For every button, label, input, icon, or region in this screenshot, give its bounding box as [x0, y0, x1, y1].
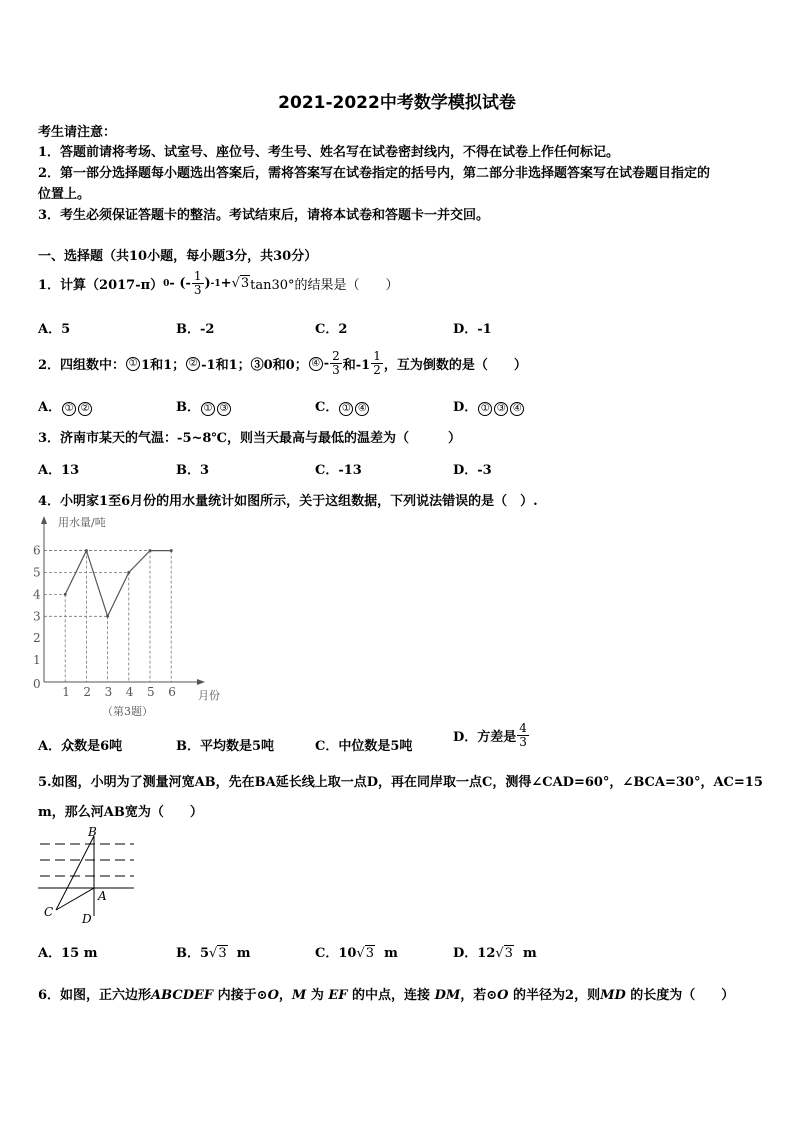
question-1	[38, 270, 399, 297]
y-tick-label: 3	[33, 609, 41, 624]
y-tick-label: 5	[33, 565, 41, 580]
q2-fraction-2	[371, 350, 383, 377]
q6-part-c: 内接于⊙	[217, 988, 268, 1003]
q2-prefix: 2．四组数中：	[38, 358, 126, 373]
q6-segment-DM: DM	[434, 988, 461, 1003]
q1-frac-den: 3	[193, 283, 202, 297]
data-point	[170, 549, 173, 552]
question-3: 3．济南市某天的气温：-5~8℃，则当天最高与最低的温差为（ ）	[38, 431, 462, 446]
notice-line-2: 2．第一部分选择题每小题选出答案后，需将答案写在试卷指定的括号内，第二部分非选择题答案写在试卷题目指定的	[38, 166, 711, 181]
q6-part-i: 的中点，连接	[352, 988, 431, 1003]
q2-circle-1: ①	[126, 357, 140, 371]
question-2	[38, 350, 527, 377]
q1-mid: - (-	[169, 276, 191, 291]
section-heading: 一、选择题（共10小题，每小题3分，共30分）	[38, 249, 318, 264]
q5-option-d-radicand: 3	[504, 946, 513, 961]
q2-option-c-mark-2: ④	[355, 402, 369, 416]
q1-suffix: tan30°的结果是（ ）	[250, 278, 399, 293]
chart-caption: （第3题）	[102, 705, 153, 718]
data-point	[106, 615, 109, 618]
q5-option-d[interactable]	[453, 942, 537, 961]
q4-option-a[interactable]: A．众数是6吨	[38, 739, 123, 754]
q4-option-d-fraction	[517, 722, 529, 749]
q5-option-a[interactable]: A．15 m	[38, 946, 98, 961]
q1-exp0: 0	[163, 278, 170, 289]
q6-segment-MD: MD	[600, 988, 626, 1003]
question-5-line-2: m，那么河AB宽为（ ）	[38, 805, 203, 820]
q6-part-o: 的长度为（ ）	[630, 988, 735, 1003]
river-diagram	[36, 826, 138, 926]
q2-option-d-mark-2: ③	[494, 402, 508, 416]
q5-option-d-unit: m	[523, 946, 537, 961]
q6-circle-O-2: O	[497, 988, 509, 1003]
q5-option-d-prefix: D．12	[453, 946, 496, 961]
q2-option-c-label: C．	[315, 400, 339, 415]
data-point	[127, 571, 130, 574]
question-5-line-1: 5.如图，小明为了测量河宽AB，先在BA延长线上取一点D，再在同岸取一点C，测得∠CAD=60°，∠BCA=30°，AC=15	[38, 775, 763, 790]
q5-option-c[interactable]	[315, 942, 398, 961]
q5-option-b-sqrt: √3	[209, 946, 227, 961]
q2-option-b-label: B．	[176, 400, 200, 415]
x-axis-arrow	[197, 679, 205, 685]
question-4: 4．小明家1至6月份的用水量统计如图所示，关于这组数据，下列说法错误的是（ ）.	[38, 494, 538, 509]
q2-option-a-mark-2: ②	[78, 402, 92, 416]
q5-option-c-unit: m	[384, 946, 398, 961]
q1-option-d[interactable]: D．-1	[453, 322, 492, 337]
x-ticks	[62, 685, 176, 699]
q6-segment-EF: EF	[328, 988, 348, 1003]
q5-option-c-sqrt: √3	[356, 946, 375, 961]
water-usage-chart	[30, 512, 240, 724]
point-C-label: C	[44, 905, 54, 919]
q3-option-c[interactable]: C．-13	[315, 463, 362, 478]
q2-option-b-mark-2: ③	[217, 402, 231, 416]
x-tick-label: 3	[104, 685, 113, 699]
y-axis-arrow	[41, 516, 47, 524]
q1-option-a[interactable]: A．5	[38, 322, 71, 337]
y-tick-label: 6	[33, 543, 41, 558]
series-polyline	[65, 551, 171, 617]
q3-option-a[interactable]: A．13	[38, 463, 80, 478]
q2-suffix: ，互为倒数的是（ ）	[383, 358, 527, 373]
q2-option-a-mark-1: ①	[62, 402, 76, 416]
q4-option-d-label: D．方差是	[453, 730, 517, 745]
q2-part4b: 和-1	[342, 358, 371, 373]
q1-option-c[interactable]: C．2	[315, 322, 348, 337]
q2-option-a-label: A．	[38, 400, 62, 415]
x-tick-label: 2	[83, 685, 92, 699]
q6-part-e: ，	[278, 988, 292, 1003]
q2-option-d[interactable]	[453, 396, 525, 416]
q2-option-c-mark-1: ①	[339, 402, 353, 416]
y-axis-label: 用水量/吨	[58, 516, 106, 529]
q2-frac1-num: 2	[332, 349, 340, 363]
data-point	[64, 593, 67, 596]
series-line	[64, 549, 173, 618]
q2-option-a[interactable]	[38, 396, 93, 416]
notice-heading: 考生请注意：	[38, 125, 117, 140]
q1-sqrt-radicand: 3	[240, 276, 250, 291]
q4-option-d[interactable]	[453, 722, 530, 749]
q2-option-d-label: D．	[453, 400, 478, 415]
data-point	[85, 549, 88, 552]
x-tick-label: 6	[168, 685, 176, 699]
q4-option-c[interactable]: C．中位数是5吨	[315, 739, 413, 754]
q1-exp1: -1	[210, 278, 221, 289]
q1-plus: +	[220, 276, 232, 291]
question-6	[38, 984, 734, 1003]
q2-circle-4: ④	[309, 357, 323, 371]
q4-d-frac-num: 4	[519, 721, 527, 735]
q2-option-b-mark-1: ①	[201, 402, 215, 416]
q2-option-d-mark-3: ④	[510, 402, 524, 416]
q6-part-g: 为	[310, 988, 324, 1003]
q6-circle-O-1: O	[267, 988, 279, 1003]
q2-circle-2: ②	[186, 357, 200, 371]
q2-part2: -1和1；③0和0；	[201, 358, 308, 373]
x-axis-label: 月份	[198, 689, 220, 702]
q2-frac1-den: 3	[332, 363, 340, 377]
notice-line-3: 位置上。	[38, 187, 91, 202]
q4-d-frac-den: 3	[519, 735, 527, 749]
q1-fraction	[192, 270, 204, 297]
q2-part4a: -	[323, 356, 330, 371]
q5-option-d-sqrt: √3	[495, 946, 513, 961]
q2-fraction-1	[330, 350, 342, 377]
q2-frac2-num: 1	[373, 349, 381, 363]
notice-line-1: 1．答题前请将考场、试室号、座位号、考生号、姓名写在试卷密封线内，不得在试卷上作任何标记。	[38, 145, 620, 160]
q2-option-d-mark-1: ①	[478, 402, 492, 416]
q5-option-b-unit: m	[236, 946, 251, 961]
q5-option-c-prefix: C．10	[315, 946, 357, 961]
q3-option-d[interactable]: D．-3	[453, 463, 492, 478]
q2-frac2-den: 2	[373, 363, 381, 377]
y-ticks	[33, 544, 41, 668]
point-B-label: B	[88, 826, 97, 839]
q5-option-b[interactable]	[176, 942, 250, 961]
x-tick-label: 5	[147, 685, 155, 699]
q3-option-b[interactable]: B．3	[176, 463, 210, 478]
q5-option-c-radicand: 3	[365, 946, 375, 961]
notice-line-4: 3．考生必须保证答题卡的整洁。考试结束后，请将本试卷和答题卡一并交回。	[38, 208, 490, 223]
q6-point-M: M	[291, 988, 307, 1003]
point-A-label: A	[98, 889, 107, 903]
x-tick-label: 4	[125, 685, 134, 699]
q4-option-b[interactable]: B．平均数是5吨	[176, 739, 275, 754]
origin-label: 0	[33, 677, 41, 691]
q6-part-m: 的半径为2，则	[513, 988, 601, 1003]
q1-close: )	[204, 276, 211, 291]
q6-hexagon-name: ABCDEF	[151, 988, 214, 1003]
q1-sqrt: √3	[231, 276, 250, 291]
q5-option-b-radicand: 3	[218, 946, 227, 961]
q1-option-b[interactable]: B．-2	[176, 322, 215, 337]
y-tick-label: 1	[33, 653, 41, 668]
q2-part1: 1和1；	[141, 358, 186, 373]
q5-option-b-prefix: B．5	[176, 946, 210, 961]
page-title: 2021-2022中考数学模拟试卷	[278, 93, 516, 113]
q2-option-b[interactable]	[176, 396, 232, 416]
y-tick-label: 4	[33, 587, 41, 602]
point-D-label: D	[82, 912, 92, 926]
q6-part-a: 6．如图，正六边形	[38, 988, 152, 1003]
q1-frac-num: 1	[193, 269, 202, 283]
q2-option-c[interactable]	[315, 396, 370, 416]
y-tick-label: 2	[33, 631, 41, 646]
q6-part-k: ，若⊙	[460, 988, 498, 1003]
data-point	[149, 549, 152, 552]
x-tick-label: 1	[62, 685, 70, 699]
q1-prefix: 1．计算（2017-π）	[38, 278, 164, 293]
